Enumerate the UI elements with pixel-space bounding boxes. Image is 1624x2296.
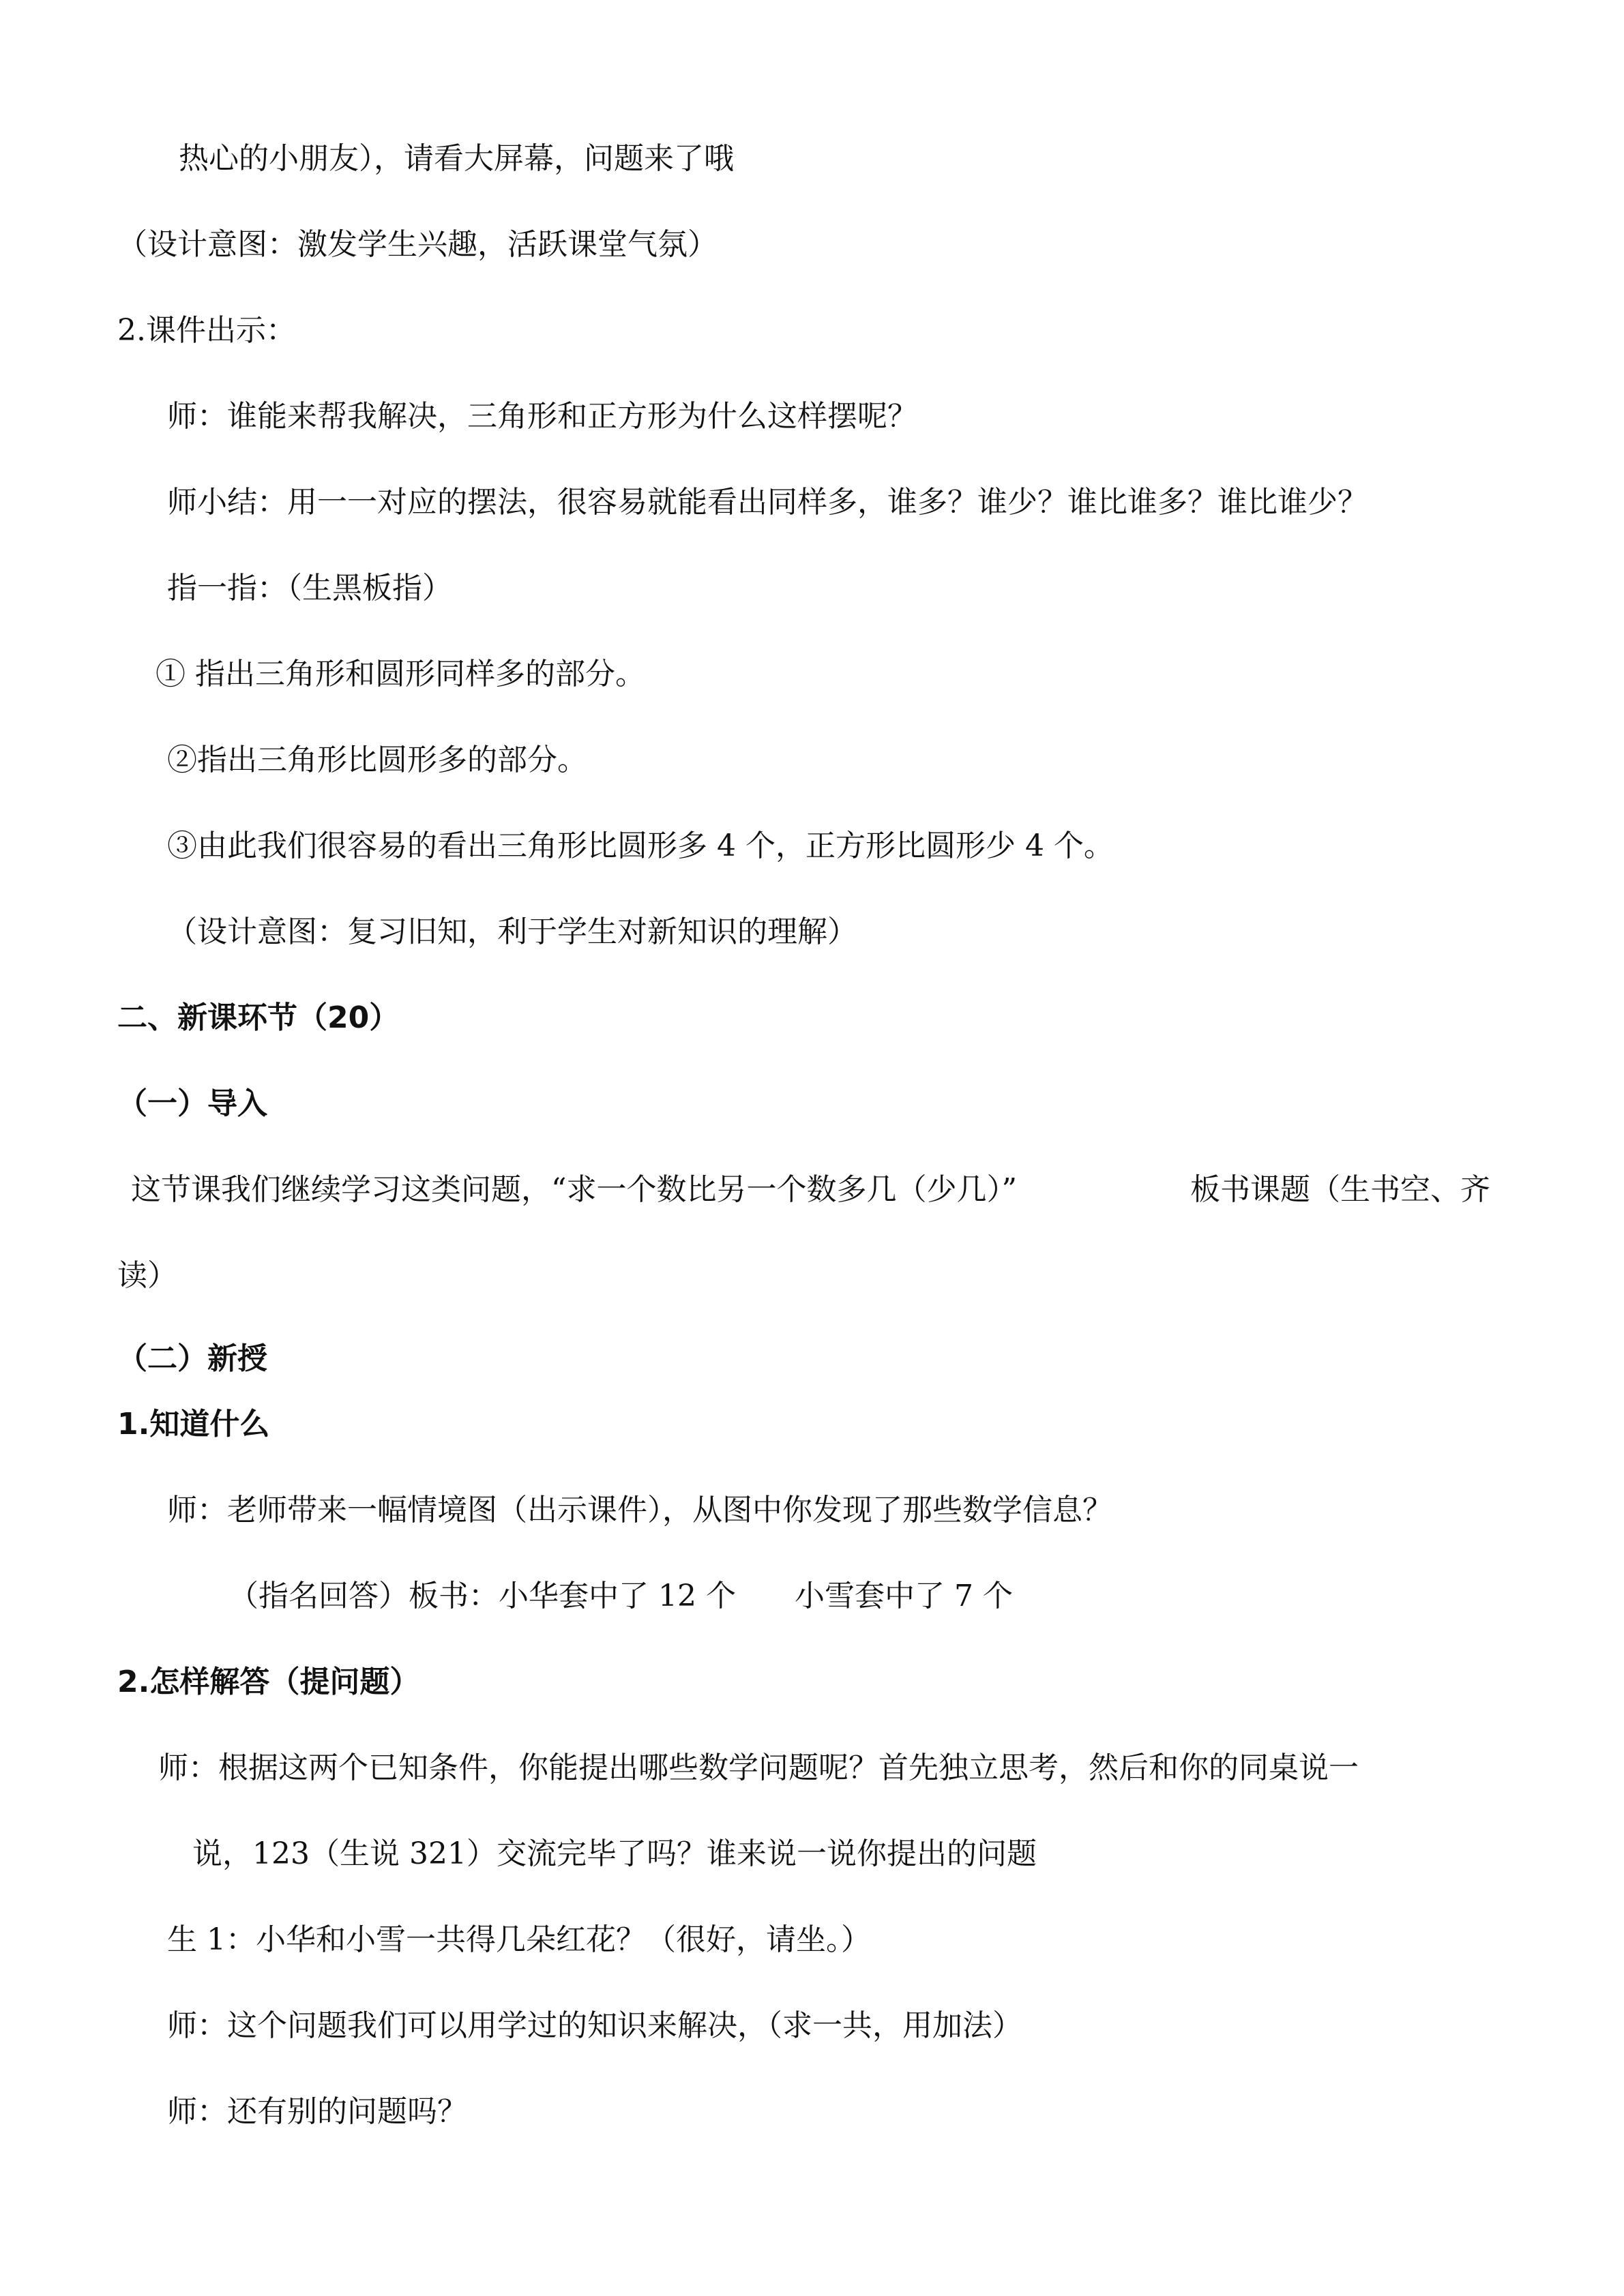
step-heading: 1.知道什么: [117, 1407, 270, 1442]
text-line: 指一指：（生黑板指）: [167, 571, 452, 606]
list-item: ③由此我们很容易的看出三角形比圆形多 4 个，正方形比圆形少 4 个。: [167, 829, 1114, 863]
text-line: 师小结：用一一对应的摆法，很容易就能看出同样多，谁多？谁少？谁比谁多？谁比谁少？: [167, 485, 1368, 520]
text-line: （指名回答）板书：小华套中了 12 个: [228, 1579, 736, 1613]
list-item: ②指出三角形比圆形多的部分。: [167, 743, 587, 777]
design-intent-note: （设计意图：复习旧知，利于学生对新知识的理解）: [167, 914, 857, 949]
text-line: 师：这个问题我们可以用学过的知识来解决，（求一共，用加法）: [167, 2008, 1022, 2043]
text-line: 师：还有别的问题吗？: [167, 2094, 467, 2129]
text-line: 生 1：小华和小雪一共得几朵红花？（很好，请坐。）: [167, 1922, 871, 1957]
list-item: ① 指出三角形和圆形同样多的部分。: [156, 657, 645, 691]
text-line: 师：谁能来帮我解决，三角形和正方形为什么这样摆呢？: [167, 399, 917, 434]
step-heading: 2.怎样解答（提问题）: [117, 1665, 420, 1699]
text-line: 师：根据这两个已知条件，你能提出哪些数学问题呢？首先独立思考，然后和你的同桌说一: [158, 1750, 1359, 1785]
text-line: 师：老师带来一幅情境图（出示课件），从图中你发现了那些数学信息？: [167, 1493, 1112, 1527]
subsection-heading: （二）新授: [117, 1341, 267, 1376]
text-line: 2.课件出示：: [117, 313, 296, 348]
text-line: 板书课题（生书空、齐: [1190, 1172, 1490, 1207]
text-line: 说，123（生说 321）交流完毕了吗？谁来说一说你提出的问题: [192, 1836, 1037, 1871]
text-line: 小雪套中了 7 个: [795, 1579, 1013, 1613]
text-line: 这节课我们继续学习这类问题，“求一个数比另一个数多几（少几）”: [131, 1172, 1017, 1207]
text-line: 热心的小朋友），请看大屏幕，问题来了哦: [179, 141, 734, 176]
text-line: 读）: [117, 1258, 177, 1293]
design-intent-note: （设计意图：激发学生兴趣，活跃课堂气氛）: [117, 227, 718, 262]
subsection-heading: （一）导入: [117, 1086, 267, 1121]
section-heading: 二、新课环节（20）: [117, 1000, 400, 1035]
